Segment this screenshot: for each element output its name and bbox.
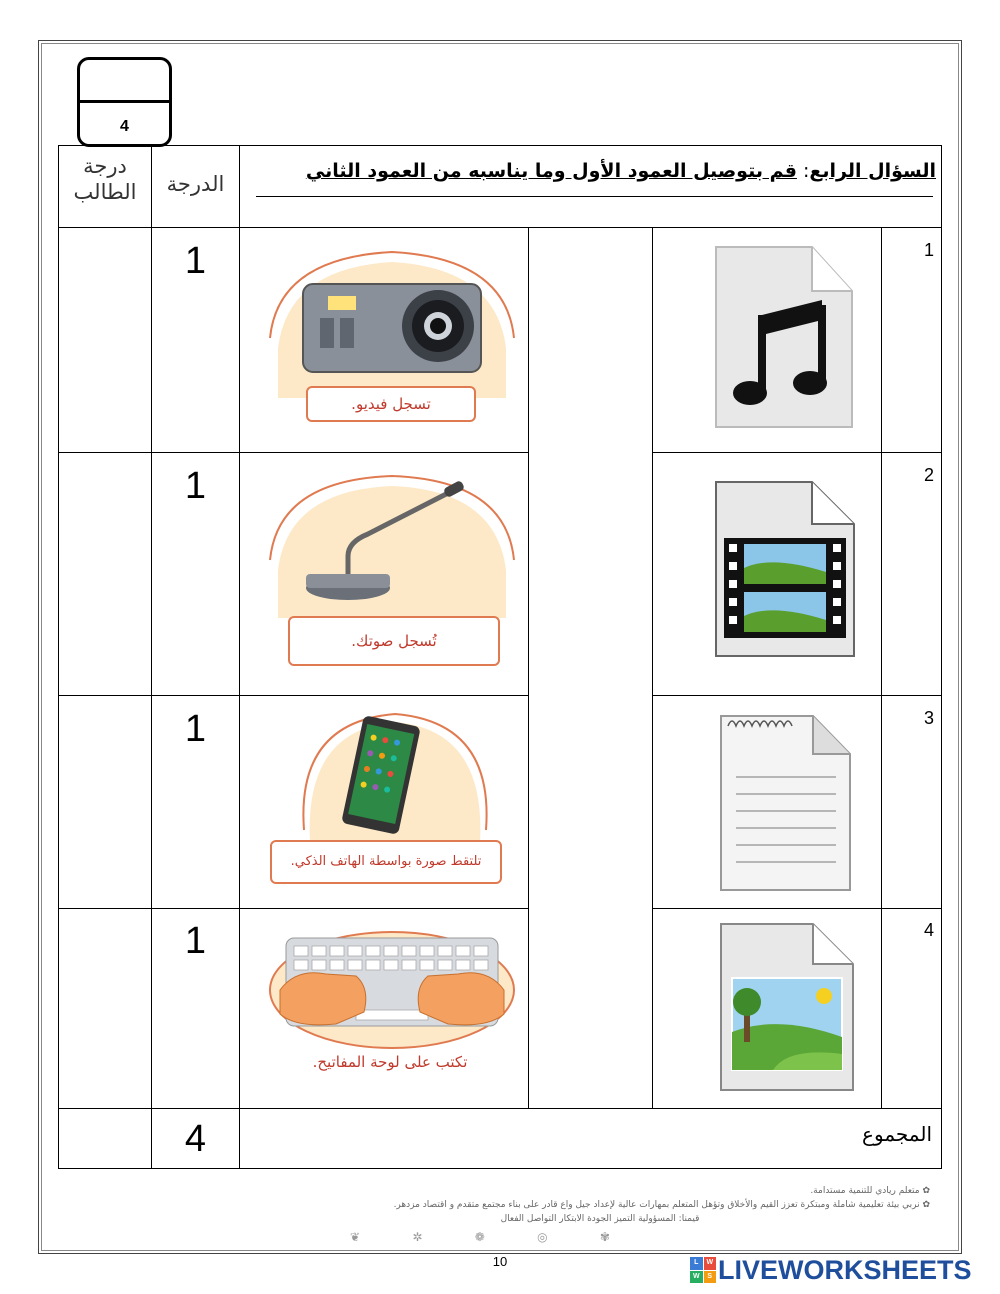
video-file-icon <box>712 480 857 658</box>
microphone-picture <box>268 470 516 618</box>
caption-record-voice: تُسجل صوتك. <box>288 616 500 666</box>
row-number: 2 <box>923 465 934 485</box>
flower-icon: ✿ <box>919 1186 930 1196</box>
row-mark: 1 <box>184 240 207 282</box>
liveworksheets-logo-icon: L W W S <box>690 1257 716 1283</box>
value-icon: ✾ <box>599 1230 610 1244</box>
caption-take-photo: تلتقط صورة بواسطة الهاتف الذكي. <box>270 840 502 884</box>
footer-vision: ✿ متعلم ريادي للتنمية مستدامة. <box>810 1186 930 1196</box>
row-mark: 1 <box>184 920 207 962</box>
score-box <box>77 57 172 147</box>
question-separator: : <box>796 160 810 182</box>
keyboard-picture <box>266 928 518 1050</box>
question-title: السؤال الرابع <box>809 160 936 182</box>
footer-values: قيمنا: المسؤولية التميز الجودة الابتكار التواصل الفعال <box>500 1214 700 1224</box>
smartphone-picture <box>290 712 500 842</box>
school-footer <box>70 1184 930 1226</box>
value-icon: ✲ <box>412 1230 423 1244</box>
liveworksheets-wordmark: LIVEWORKSHEETS <box>718 1254 972 1285</box>
row-number: 1 <box>923 240 934 260</box>
page-number: 10 <box>492 1254 508 1269</box>
value-icon: ❦ <box>350 1230 361 1244</box>
camera-picture <box>268 248 516 398</box>
student-grade-header: درجة الطالب <box>73 154 137 204</box>
row-number: 4 <box>923 920 934 940</box>
score-box-value: 4 <box>120 118 129 135</box>
image-file-icon <box>718 922 856 1092</box>
liveworksheets-brand[interactable] <box>690 1254 972 1286</box>
value-icon: ◎ <box>537 1230 548 1244</box>
total-value: 4 <box>184 1118 207 1160</box>
values-icons <box>350 1230 610 1244</box>
row-number: 3 <box>923 708 934 728</box>
flower-icon: ✿ <box>919 1200 930 1210</box>
caption-record-video: تسجل فيديو. <box>306 386 476 422</box>
question-underline <box>256 196 933 197</box>
row-mark: 1 <box>184 465 207 507</box>
grade-header: الدرجة <box>166 172 225 196</box>
score-box-divider <box>80 100 169 103</box>
footer-mission: ✿ نربي بيئة تعليمية شاملة ومبتكرة تعزز القيم والأخلاق وتؤهل المتعلم بمهارات عالية لإعداد جيل واع قادر على بناء مجتمع متقدم و اقتصاد مزدهر. <box>393 1200 930 1210</box>
music-file-icon <box>712 245 857 430</box>
total-label: المجموع <box>862 1122 932 1146</box>
question-heading <box>246 160 936 182</box>
row-mark: 1 <box>184 708 207 750</box>
caption-type-keyboard: تكتب على لوحة المفاتيح. <box>312 1053 468 1071</box>
question-text: قم بتوصيل العمود الأول وما يناسبه من العمود الثاني <box>305 160 797 182</box>
value-icon: ❁ <box>474 1230 485 1244</box>
text-file-icon <box>718 712 853 892</box>
